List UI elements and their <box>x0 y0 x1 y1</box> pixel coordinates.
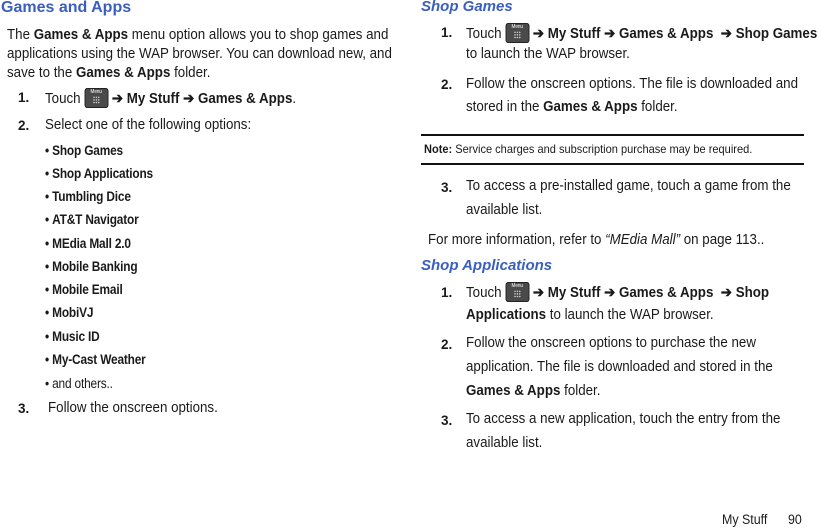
page-title: Games and Apps <box>1 0 132 16</box>
option-item: • MobiVJ <box>45 305 94 320</box>
page-number: 90 <box>788 512 802 527</box>
left-step-1: Touch Menu ➔ My Stuff ➔ Games & Apps. <box>45 89 297 107</box>
shop-games-heading: Shop Games <box>421 0 513 15</box>
shop-apps-step-2: Follow the onscreen options to purchase the new <box>466 335 756 351</box>
option-item: • Music ID <box>45 329 100 344</box>
footer-section: My Stuff <box>722 512 768 527</box>
option-item: • MEdia Mall 2.0 <box>45 236 131 251</box>
shop-games-step-3-cont: available list. <box>466 202 543 218</box>
option-item: • Shop Games <box>45 143 123 158</box>
option-item: • Mobile Email <box>45 282 123 297</box>
menu-key-icon: Menu <box>84 88 108 108</box>
shop-apps-step-3-cont: available list. <box>466 435 543 451</box>
step-number: 3. <box>18 401 30 416</box>
note-bottom-rule <box>421 163 804 165</box>
intro-line-3: save to the Games & Apps folder. <box>7 65 211 81</box>
more-info: For more information, refer to “MEdia Mall” on page 113.. <box>428 232 765 248</box>
step-number: 2. <box>441 337 453 352</box>
option-item-others: • and others.. <box>45 376 113 391</box>
intro-line-1: The Games & Apps menu option allows you to shop games and <box>7 27 389 43</box>
shop-games-step-2: Follow the onscreen options. The file is downloaded and <box>466 76 798 92</box>
option-item: • Shop Applications <box>45 166 153 181</box>
note: Note: Service charges and subscription purchase may be required. <box>424 142 753 156</box>
intro-line-2: applications using the WAP browser. You can download new, and <box>7 46 392 62</box>
shop-games-step-1-cont: to launch the WAP browser. <box>466 46 630 62</box>
step-number: 2. <box>441 77 453 92</box>
shop-apps-step-2-cont: Games & Apps folder. <box>466 383 601 399</box>
option-item: • AT&T Navigator <box>45 212 139 227</box>
left-step-2: Select one of the following options: <box>45 117 252 133</box>
cross-reference-link[interactable]: “MEdia Mall” <box>605 232 681 248</box>
step-number: 1. <box>18 90 30 105</box>
menu-key-icon: Menu <box>505 23 529 43</box>
step-number: 3. <box>441 413 453 428</box>
shop-apps-step-1: Touch Menu ➔ My Stuff ➔ Games & Apps ➔ Shop <box>466 283 770 301</box>
option-item: • My-Cast Weather <box>45 352 146 367</box>
step-number: 1. <box>441 25 453 40</box>
step-number: 1. <box>441 285 453 300</box>
shop-games-step-2-cont: stored in the Games & Apps folder. <box>466 99 678 115</box>
option-item: • Mobile Banking <box>45 259 138 274</box>
step-number: 2. <box>18 118 30 133</box>
menu-key-icon: Menu <box>505 282 529 302</box>
shop-apps-step-3: To access a new application, touch the entry from the <box>466 411 781 427</box>
shop-games-step-3: To access a pre-installed game, touch a game from the <box>466 178 791 194</box>
step-number: 3. <box>441 180 453 195</box>
shop-apps-step-2-cont: application. The file is downloaded and stored in the <box>466 359 773 375</box>
shop-games-step-1: Touch Menu ➔ My Stuff ➔ Games & Apps ➔ Shop Games <box>466 24 817 42</box>
shop-apps-heading: Shop Applications <box>421 257 553 274</box>
shop-apps-step-1-cont: Applications to launch the WAP browser. <box>466 307 714 323</box>
left-step-3: Follow the onscreen options. <box>48 400 218 416</box>
note-top-rule <box>421 134 804 136</box>
option-item: • Tumbling Dice <box>45 189 131 204</box>
